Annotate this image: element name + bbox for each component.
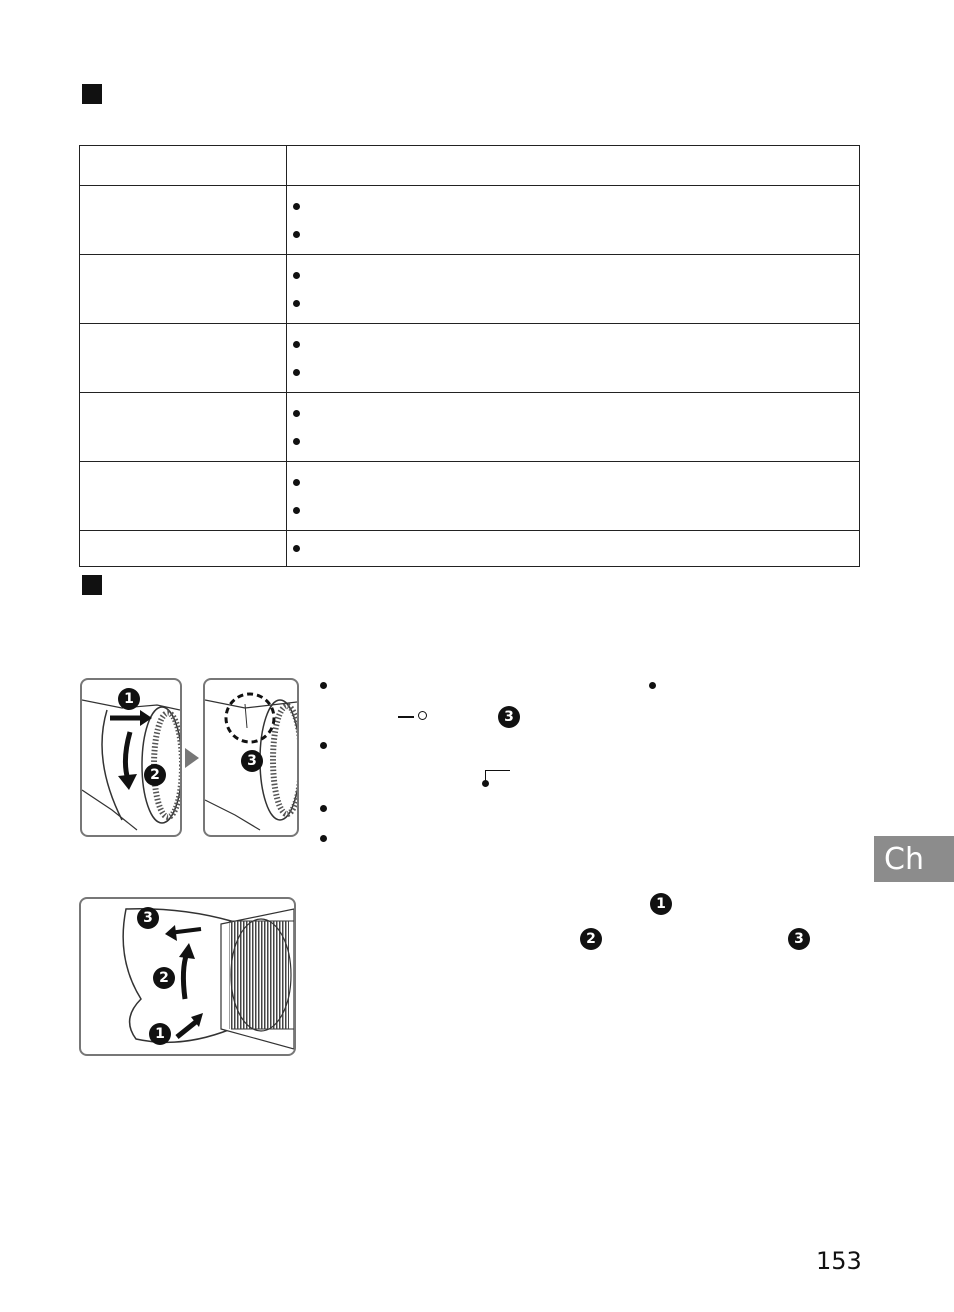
lens-hood-removal-illustration — [81, 899, 294, 1054]
remove-step-1-marker: 1 — [149, 1023, 171, 1045]
bullet-icon — [293, 410, 300, 417]
filled-dot-icon — [482, 780, 489, 787]
table-cell-value — [287, 255, 860, 324]
bullet-icon — [320, 682, 327, 689]
remove-step-3-marker: 3 — [137, 907, 159, 929]
page-number: 153 — [816, 1247, 862, 1275]
table-cell-label — [80, 146, 287, 186]
remove-text-step-3-marker: 3 — [788, 928, 810, 950]
remove-step-2-marker: 2 — [153, 967, 175, 989]
table-cell-value — [287, 393, 860, 462]
table-cell-label — [80, 324, 287, 393]
table-header-row — [80, 146, 860, 186]
step-3-marker: 3 — [241, 750, 263, 772]
chapter-tab — [874, 836, 954, 882]
attach-figure-a — [80, 678, 182, 837]
table-row — [80, 324, 860, 393]
section-marker-2 — [82, 575, 102, 595]
inline-step-3-marker: 3 — [498, 706, 520, 728]
table-cell-value — [287, 186, 860, 255]
section-marker-1 — [82, 84, 102, 104]
table-cell-value — [287, 146, 860, 186]
table-cell-label — [80, 186, 287, 255]
bullet-icon — [293, 369, 300, 376]
bullet-icon — [320, 805, 327, 812]
table-cell-value — [287, 462, 860, 531]
open-circle-icon — [418, 711, 427, 720]
table-cell-label — [80, 393, 287, 462]
bullet-icon — [320, 742, 327, 749]
bullet-icon — [293, 438, 300, 445]
bullet-icon — [293, 203, 300, 210]
table-row — [80, 186, 860, 255]
arrow-right-icon — [183, 746, 201, 770]
table-cell-value — [287, 324, 860, 393]
bullet-icon — [293, 479, 300, 486]
chapter-tab-label: Ch — [884, 841, 924, 877]
bullet-icon — [293, 231, 300, 238]
spec-table — [79, 145, 860, 567]
step-2-marker: 2 — [144, 764, 166, 786]
remove-text-step-1-marker: 1 — [650, 893, 672, 915]
table-cell-value — [287, 531, 860, 567]
table-cell-label — [80, 462, 287, 531]
table-row — [80, 255, 860, 324]
bullet-icon — [293, 272, 300, 279]
remove-text-step-2-marker: 2 — [580, 928, 602, 950]
bracket-marker-icon — [485, 770, 510, 783]
remove-figure — [79, 897, 296, 1056]
bullet-icon — [320, 835, 327, 842]
table-cell-label — [80, 255, 287, 324]
bullet-icon — [293, 341, 300, 348]
table-cell-label — [80, 531, 287, 567]
bullet-icon — [293, 545, 300, 552]
bullet-icon — [649, 682, 656, 689]
line-marker-icon — [398, 716, 414, 718]
step-1-marker: 1 — [118, 688, 140, 710]
attach-notes — [318, 676, 858, 846]
bullet-icon — [293, 300, 300, 307]
table-row — [80, 462, 860, 531]
table-row — [80, 531, 860, 567]
attach-figure-b — [203, 678, 299, 837]
table-row — [80, 393, 860, 462]
bullet-icon — [293, 507, 300, 514]
